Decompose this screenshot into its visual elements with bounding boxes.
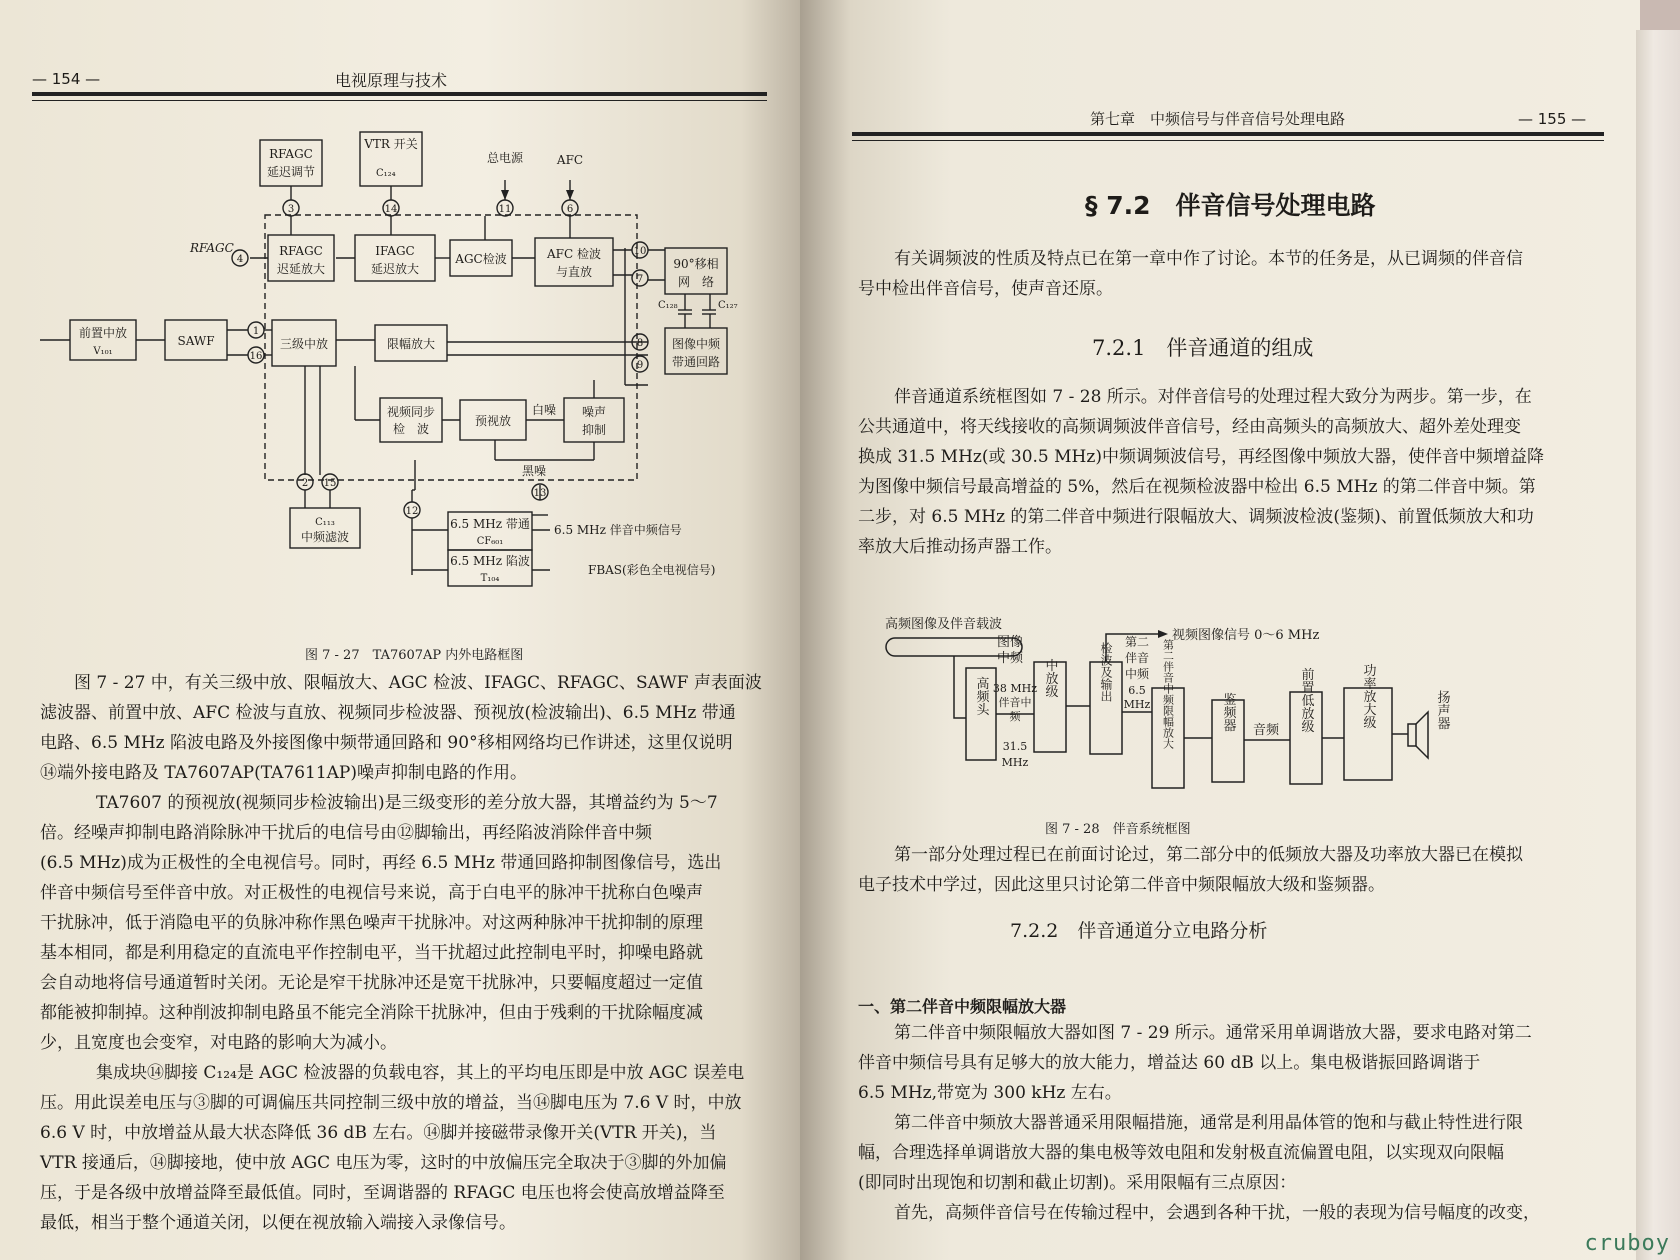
lbl-out-fbas: FBAS(彩色全电视信号) <box>588 563 716 577</box>
lbl-agc-det: AGC检波 <box>455 252 507 266</box>
pin-7: 7 <box>636 274 644 285</box>
lbl-out-sound: 6.5 MHz 伴音中频信号 <box>554 523 682 537</box>
left-paragraph-3: 集成块⑭脚接 C₁₂₄是 AGC 检波器的负载电容，其上的平均电压即是中放 AGC 误差电 压。用此误差电压与③脚的可调偏压共同控制三级中放的增益，当⑭脚电压为 7.6 V 时，中放 6.6 V 时，中放增益从最大状态降低 36 dB 左右。⑭脚并接磁带录像开关(VTR 开关)，当 VTR 接通后，⑭脚接地，使中放 AGC 电压为零，这时的中放偏压完全取决于③脚的外加偏 压，于是各级中放增益降至最低值。同时，至调谐器的 RFAGC 电压也将会使高放增益降至 最低，相当于整个通道关闭，以便在视放输入端接入录像信号。 <box>40 1063 745 1233</box>
lbl-speaker: 扬声器 <box>1434 690 1450 730</box>
lbl-315-1: 31.5 <box>1002 740 1028 753</box>
right-paragraph-4: 第二伴音中频放大器普通采用限幅措施，通常是利用晶体管的饱和与截止特性进行限 幅，合理选择单调谐放大器的集电极等效电阻和发射极直流偏置电阻，以实现双向限幅 (即同时出现饱和切割和截止切割)。采用限幅有三点原因： 首先，高频伴音信号在传输过程中，会遇到各种干扰，一般的表现为信号幅度的改变， <box>858 1113 1540 1223</box>
right-page <box>800 0 1640 1260</box>
right-page-number: — 155 — <box>1518 110 1587 128</box>
lbl-if38-1: 38 MHz <box>992 682 1038 695</box>
lbl-phase90-2: 网 络 <box>677 275 715 289</box>
lbl-img-if-1: 图像 <box>996 635 1024 650</box>
lbl-if-amp: 中放级 <box>1042 658 1058 698</box>
ta7607-block-diagram <box>40 130 780 640</box>
right-paragraph-2: 第一部分处理过程已在前面讨论过，第二部分中的低频放大器及功率放大器已在模拟 电子技术中学过，因此这里只讨论第二伴音中频限幅放大级和鉴频器。 <box>858 845 1523 895</box>
left-header-rule-thin <box>32 100 767 101</box>
lbl-main-power: 总电源 <box>486 151 524 165</box>
subsection-1-title: 7.2.1 伴音通道的组成 <box>1092 336 1314 360</box>
lbl-pre-video: 预视放 <box>474 414 512 428</box>
right-paragraph-3: 第二伴音中频限幅放大器如图 7 - 29 所示。通常采用单调谐放大器，要求电路对第二 伴音中频信号具有足够大的放大能力，增益达 60 dB 以上。集电极谐振回路调谐于 6.5 MHz,带宽为 300 kHz 左右。 <box>858 1023 1532 1103</box>
lbl-afc-det-2: 与直放 <box>555 265 593 279</box>
left-page-number: — 154 — <box>32 70 101 88</box>
lbl-bpf-65-2: CF₆₀₁ <box>476 536 504 547</box>
left-running-title: 电视原理与技术 <box>335 71 448 90</box>
lbl-rfagc-adj-1: RFAGC <box>269 147 313 161</box>
lbl-discriminator: 鉴频器 <box>1220 692 1236 732</box>
sound-system-block-diagram <box>870 600 1590 800</box>
lbl-trap-65-1: 6.5 MHz 陷波 <box>450 554 530 568</box>
lbl-sound2-2: 伴音 <box>1124 651 1150 665</box>
lbl-65-1: 6.5 <box>1128 684 1146 697</box>
lbl-afc: AFC <box>556 153 584 167</box>
lbl-if38-3: 频 <box>1009 710 1021 723</box>
lbl-65-2: MHz <box>1123 698 1151 711</box>
lbl-rfagc-in: RFAGC <box>190 241 234 255</box>
lbl-vtr-2: C₁₂₄ <box>376 168 396 179</box>
right-header-rule-thin <box>852 140 1604 141</box>
left-paragraph-1: 图 7 - 27 中，有关三级中放、限幅放大、AGC 检波、IFAGC、RFAGC、SAWF 声表面波 滤波器、前置中放、AFC 检波与直放、视频同步检波器、预视放(检波输出)、6.5 MHz 带通 电路、6.5 MHz 陷波电路及外接图像中频带通回路和 90°移相网络均已作讲述，这里仅说明 ⑭端外接电路及 TA7607AP(TA7611AP)噪声抑制电路的作用。 <box>40 673 762 783</box>
left-header-rule <box>32 92 767 96</box>
pin-12: 12 <box>405 506 419 517</box>
lbl-afc-det-1: AFC 检波 <box>547 247 601 261</box>
lbl-img-if-2: 中频 <box>996 651 1024 666</box>
lbl-if3: 三级中放 <box>279 337 329 351</box>
lbl-sync-det-2: 检 波 <box>392 422 430 436</box>
lbl-c128: C₁₂₈ <box>658 300 678 311</box>
lbl-audio: 音频 <box>1252 723 1280 738</box>
lbl-power-amp: 功率放大级 <box>1360 663 1376 729</box>
pin-14: 14 <box>384 204 398 215</box>
pin-1: 1 <box>252 326 260 337</box>
lbl-limiter: 限幅放大 <box>386 337 436 351</box>
right-intro: 有关调频波的性质及特点已在第一章中作了讨论。本节的任务是，从已调频的伴音信 号中检出伴音信号，使声音还原。 <box>858 249 1523 299</box>
pin-3: 3 <box>287 204 295 215</box>
lbl-trap-65-2: T₁₀₄ <box>480 573 500 584</box>
left-paragraph-2: TA7607 的预视放(视频同步检波输出)是三级变形的差分放大器，其增益约为 5～7 倍。经噪声抑制电路消除脉冲干扰后的电信号由⑫脚输出，再经陷波消除伴音中频 (6.5 MHz)成为正极性的全电视信号。同时，再经 6.5 MHz 带通回路抑制图像信号，选出 伴音中频信号至伴音中放。对正极性的电视信号来说，高于白电平的脉冲干扰称白色噪声 干扰脉冲，低于消隐电平的负脉冲称作黑色噪声干扰脉冲。对这两种脉冲干扰抑制的原理 基本相同，都是利用稳定的直流电平作控制电平，当干扰超过此控制电平时，抑噪电路就 会自动地将信号通道暂时关闭。无论是窄干扰脉冲还是宽干扰脉冲，只要幅度超过一定值 都能被抑制掉。这种削波抑制电路虽不能完全消除干扰脉冲，但由于残剩的干扰除幅度减 少，且宽度也会变窄，对电路的影响大为减小。 <box>40 793 722 1053</box>
lbl-rfagc-adj-2: 延迟调节 <box>266 165 316 179</box>
lbl-white-noise: 白噪 <box>532 403 557 417</box>
lbl-sound2-3: 中频 <box>1124 667 1150 681</box>
pin-8: 8 <box>636 338 644 349</box>
section-title: § 7.2 伴音信号处理电路 <box>1085 191 1376 220</box>
lbl-sync-det-1: 视频同步 <box>386 405 436 419</box>
lbl-vtr-1: VTR 开关 <box>364 137 418 151</box>
lbl-c113-1: C₁₁₃ <box>315 517 335 528</box>
lbl-limiter2: 第二伴音中频限幅放大 <box>1161 639 1175 749</box>
lbl-tuner: 高频头 <box>973 676 989 716</box>
pin-6: 6 <box>566 204 574 215</box>
lbl-pre-if-1: 前置中放 <box>78 326 128 340</box>
lbl-sound2-1: 第二 <box>1124 635 1150 649</box>
lbl-rfagc-amp-1: RFAGC <box>279 244 323 258</box>
pin-4: 4 <box>236 254 244 265</box>
lbl-preamp: 前置低放级 <box>1298 667 1314 733</box>
right-paragraph-1: 伴音通道系统框图如 7 - 28 所示。对伴音信号的处理过程大致分为两步。第一步，在 公共通道中，将天线接收的高频调频波伴音信号，经由高频头的高频放大、超外差处理变 换成 31.5 MHz(或 30.5 MHz)中频调频波信号，再经图像中频放大器，使伴音中频增益降 为图像中频信号最高增益的 5%，然后在视频检波器中检出 6.5 MHz 的第二伴音中频。第 二步，对 6.5 MHz 的第二伴音中频进行限幅放大、调频波检波(鉴频)、前置低频放大和功 率放大后推动扬声器工作。 <box>858 387 1544 557</box>
pin-13: 13 <box>533 488 547 499</box>
pin-11: 11 <box>498 204 512 215</box>
heading-limiter-amp: 一、第二伴音中频限幅放大器 <box>858 997 1067 1016</box>
pin-16: 16 <box>249 351 263 362</box>
pin-9: 9 <box>636 360 644 371</box>
page-stack-edge <box>1636 30 1680 1260</box>
lbl-carrier: 高频图像及伴音载波 <box>885 617 1003 632</box>
right-header-rule <box>852 132 1604 136</box>
right-running-title: 第七章 中频信号与伴音信号处理电路 <box>1090 110 1346 128</box>
watermark: cruboy <box>1584 1231 1670 1256</box>
lbl-phase90-1: 90°移相 <box>673 257 719 271</box>
lbl-sawf: SAWF <box>177 334 215 348</box>
lbl-video-out: 视频图像信号 0～6 MHz <box>1172 628 1320 643</box>
pin-15: 15 <box>323 478 337 489</box>
lbl-c127: C₁₂₇ <box>718 300 738 311</box>
lbl-img-bpf-2: 带通回路 <box>671 355 721 369</box>
lbl-c113-2: 中频滤波 <box>300 530 350 544</box>
lbl-black-noise: 黑噪 <box>522 464 547 478</box>
pin-2: 2 <box>301 478 309 489</box>
lbl-315-2: MHz <box>1001 756 1029 769</box>
left-page <box>0 0 805 1260</box>
lbl-noise-sup-2: 抑制 <box>581 423 607 437</box>
lbl-if38-2: 伴音中 <box>998 696 1032 709</box>
lbl-rfagc-amp-2: 迟延放大 <box>276 262 326 276</box>
lbl-noise-sup-1: 噪声 <box>581 405 607 419</box>
lbl-img-bpf-1: 图像中频 <box>671 337 721 351</box>
left-figure-caption: 图 7 - 27 TA7607AP 内外电路框图 <box>305 648 524 663</box>
lbl-ifagc-amp-1: IFAGC <box>375 244 415 258</box>
lbl-bpf-65-1: 6.5 MHz 带通 <box>450 517 530 531</box>
lbl-det: 检波及输出 <box>1099 642 1113 702</box>
lbl-pre-if-2: V₁₀₁ <box>93 346 113 357</box>
right-figure-caption: 图 7 - 28 伴音系统框图 <box>1045 822 1191 837</box>
lbl-ifagc-amp-2: 延迟放大 <box>370 262 420 276</box>
subsection-2-title: 7.2.2 伴音通道分立电路分析 <box>1010 920 1268 942</box>
pin-10: 10 <box>633 246 647 257</box>
